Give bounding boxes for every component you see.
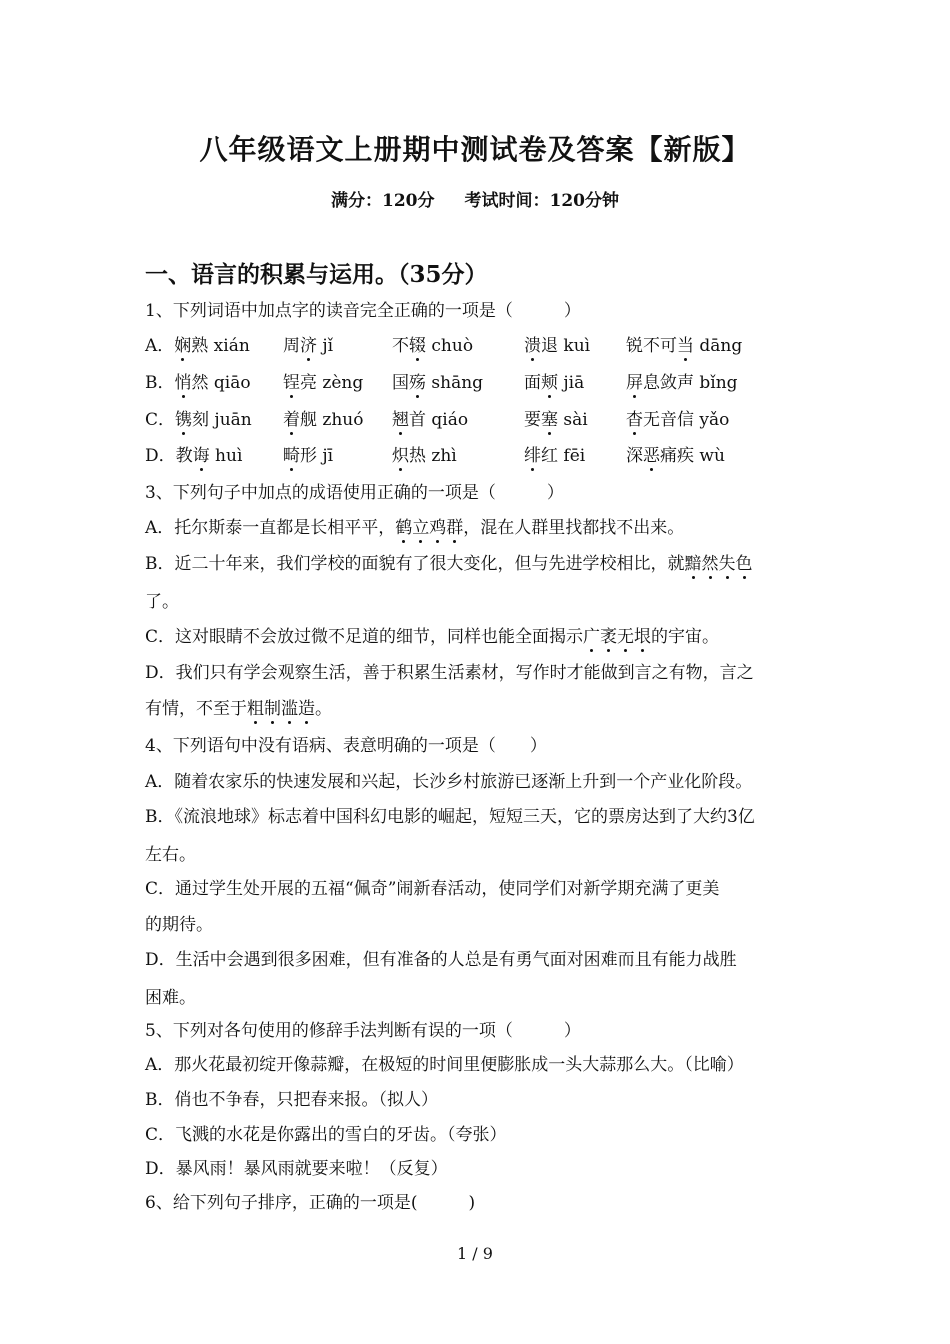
q1-option-item (283, 331, 333, 356)
q1-option-item (524, 441, 585, 466)
text: 有情，不至于 (145, 699, 247, 719)
text: dāng (694, 336, 743, 356)
q1-option-item (626, 368, 738, 393)
text: chuò (426, 336, 474, 356)
text: 周 (283, 336, 300, 356)
text: 痛疾 wù (660, 446, 725, 466)
dotted-char: 屏 (626, 368, 643, 393)
text: 形 jī (300, 446, 334, 466)
text: 的宇宙。 (651, 627, 720, 647)
text: sài (558, 410, 588, 430)
text: A． (145, 336, 175, 356)
dotted-char: 着 (283, 405, 300, 430)
dotted-char: 溃 (524, 331, 541, 356)
q4-option-d-cont: 困难。 (145, 988, 196, 1008)
text: A．托尔斯泰一直都是长相平平， (145, 518, 396, 538)
text: B． (145, 373, 175, 393)
text: 深 (626, 446, 643, 466)
dotted-char: 绯 (524, 441, 541, 466)
q4-stem: 4、下列语句中没有语病、表意明确的一项是（ ） (145, 736, 547, 756)
dotted-idiom (685, 554, 753, 574)
dotted-char: 群 (446, 513, 463, 538)
q1-option-item (392, 331, 473, 356)
exam-time: 考试时间：120分钟 (464, 191, 619, 211)
q1-option-item (392, 368, 483, 393)
text: 亮 zèng (300, 373, 364, 393)
dotted-char: 然 (702, 549, 719, 574)
text: 锐不可 (626, 336, 677, 356)
q3-option-d-cont (145, 694, 332, 719)
dotted-char: 锃 (283, 368, 300, 393)
dotted-char: 炽 (392, 441, 409, 466)
text: 息敛声 bǐng (643, 373, 738, 393)
q3-stem: 3、下列句子中加点的成语使用正确的一项是（ ） (145, 483, 564, 503)
dotted-char: 辍 (409, 331, 426, 356)
dotted-char: 广 (583, 622, 600, 647)
dotted-char: 制 (264, 694, 281, 719)
text: 国 (392, 373, 409, 393)
text: B．近二十年来，我们学校的面貌有了很大变化，但与先进学校相比，就 (145, 554, 685, 574)
q1-option-item (283, 441, 333, 466)
dotted-char: 济 (300, 331, 317, 356)
q3-option-b (145, 549, 753, 574)
dotted-idiom (247, 699, 315, 719)
q6-stem: 6、给下列句子排序，正确的一项是( ) (145, 1193, 476, 1213)
q3-option-a (145, 513, 684, 538)
dotted-char: 失 (719, 549, 736, 574)
q1-option-item (524, 331, 590, 356)
q3-option-d: D．我们只有学会观察生活，善于积累生活素材，写作时才能做到言之有物，言之 (145, 663, 754, 683)
dotted-char: 无 (617, 622, 634, 647)
text: 面 (524, 373, 541, 393)
dotted-char: 色 (736, 549, 753, 574)
q1-option-item (524, 405, 588, 430)
text: 熟 xián (191, 336, 250, 356)
text: jiā (558, 373, 585, 393)
dotted-char: 悄 (175, 368, 192, 393)
q4-option-b: B．《流浪地球》标志着中国科幻电影的崛起，短短三天，它的票房达到了大约3亿 (145, 807, 755, 827)
exam-info (0, 186, 950, 211)
text: 然 qiāo (191, 373, 251, 393)
dotted-char: 杳 (626, 405, 643, 430)
text: 无音信 yǎo (643, 410, 730, 430)
full-score: 满分：120分 (331, 191, 435, 211)
q1-option-item (626, 405, 729, 430)
text: 红 fēi (541, 446, 586, 466)
page-number: 1 / 9 (457, 1244, 493, 1263)
q3-option-b-cont: 了。 (145, 592, 179, 612)
q1-option-item (524, 368, 584, 393)
dotted-char: 鸡 (429, 513, 446, 538)
dotted-idiom (583, 627, 651, 647)
dotted-char: 畸 (283, 441, 300, 466)
text: jǐ (317, 336, 334, 356)
q4-option-a: A．随着农家乐的快速发展和兴起，长沙乡村旅游已逐渐上升到一个产业化阶段。 (145, 772, 753, 792)
q1-option-item (392, 405, 468, 430)
q5-stem: 5、下列对各句使用的修辞手法判断有误的一项（ ） (145, 1021, 581, 1041)
q4-option-d: D．生活中会遇到很多困难，但有准备的人总是有勇气面对困难而且有能力战胜 (145, 950, 737, 970)
text: ，混在人群里找都找不出来。 (463, 518, 685, 538)
text: 热 zhì (409, 446, 457, 466)
dotted-char: 翘 (392, 405, 409, 430)
q1-option-item (145, 331, 250, 356)
dotted-idiom (395, 518, 463, 538)
text: 。 (315, 699, 332, 719)
dotted-char: 殇 (409, 368, 426, 393)
text: 不 (392, 336, 409, 356)
text: 舰 zhuó (300, 410, 364, 430)
dotted-char: 粗 (247, 694, 264, 719)
dotted-char: 滥 (281, 694, 298, 719)
q1-option-item (283, 405, 364, 430)
dotted-char: 诲 (193, 441, 210, 466)
q1-stem: 1、下列词语中加点字的读音完全正确的一项是（ ） (145, 301, 581, 321)
text: 要 (524, 410, 541, 430)
page-title: 八年级语文上册期中测试卷及答案【新版】 (199, 133, 751, 166)
text: huì (209, 446, 243, 466)
q5-option-b: B．俏也不争春，只把春来报。（拟人） (145, 1090, 438, 1110)
q1-option-item (626, 331, 742, 356)
text: D．教 (145, 446, 193, 466)
q1-option-item (392, 441, 457, 466)
q5-option-d: D．暴风雨！暴风雨就要来啦！（反复） (145, 1159, 448, 1179)
q1-option-item (145, 368, 251, 393)
q1-option-item (283, 368, 363, 393)
text: shāng (426, 373, 484, 393)
dotted-char: 垠 (634, 622, 651, 647)
text: 刻 juān (192, 410, 252, 430)
dotted-char: 娴 (174, 331, 191, 356)
q1-option-item (145, 441, 242, 466)
dotted-char: 颊 (541, 368, 558, 393)
section-heading: 一、语言的积累与运用。（35分） (145, 261, 488, 288)
dotted-char: 恶 (643, 441, 660, 466)
text: C．这对眼睛不会放过微不足道的细节，同样也能全面揭示 (145, 627, 584, 647)
q3-option-c (145, 622, 719, 647)
dotted-char: 黯 (685, 549, 702, 574)
q1-option-item (626, 441, 725, 466)
dotted-char: 造 (298, 694, 315, 719)
q4-option-b-cont: 左右。 (145, 845, 196, 865)
text: C． (145, 410, 176, 430)
q4-option-c-cont: 的期待。 (145, 915, 213, 935)
q5-option-a: A．那火花最初绽开像蒜瓣，在极短的时间里便膨胀成一头大蒜那么大。（比喻） (145, 1055, 744, 1075)
dotted-char: 立 (412, 513, 429, 538)
q4-option-c: C．通过学生处开展的五福“佩奇”闹新春活动，使同学们对新学期充满了更美 (145, 879, 720, 899)
text: 首 qiáo (409, 410, 469, 430)
dotted-char: 当 (677, 331, 694, 356)
dotted-char: 镌 (175, 405, 192, 430)
q5-option-c: C．飞溅的水花是你露出的雪白的牙齿。（夸张） (145, 1125, 507, 1145)
q1-option-item (145, 405, 252, 430)
dotted-char: 塞 (541, 405, 558, 430)
dotted-char: 鹤 (395, 513, 412, 538)
text: 退 kuì (541, 336, 591, 356)
dotted-char: 袤 (600, 622, 617, 647)
